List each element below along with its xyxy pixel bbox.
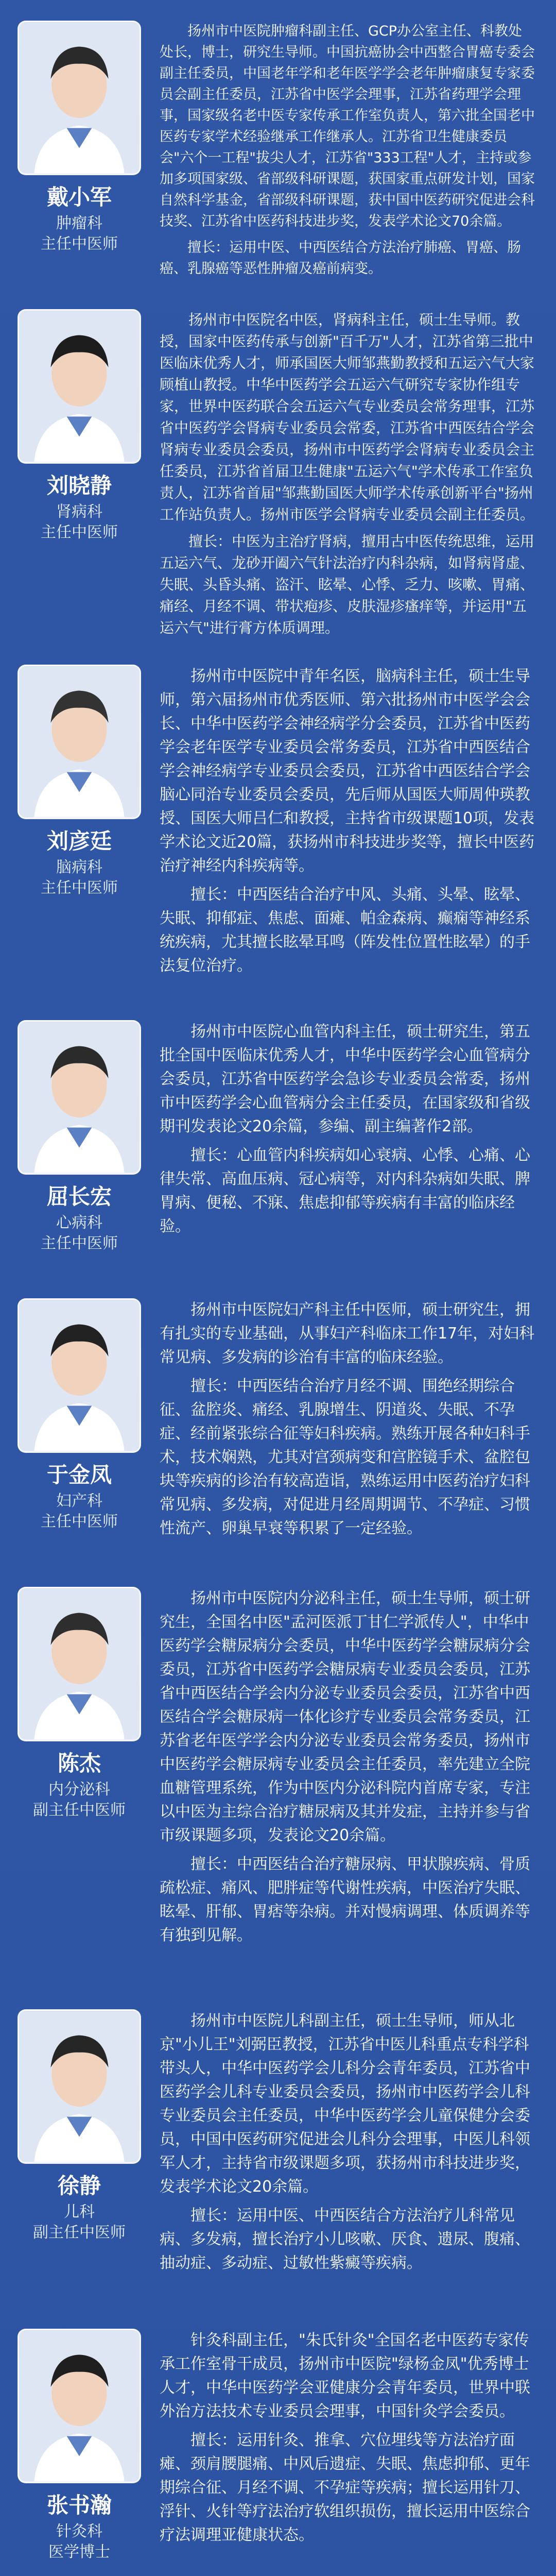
doctor-specialty: 擅长：中西医结合治疗糖尿病、甲状腺疾病、骨质疏松症、痛风、肥胖症等代谢性疾病，中医治疗失眠、眩晕、肝郁、胃痞等杂病。并对慢病调理、体质调养等有独到见解。 [160, 1855, 530, 1944]
doctor-intro: 扬州市中医院名中医，肾病科主任，硕士生导师。教授，国家中医药传承与创新"百千万"人才，江苏省第三批中医临床优秀人才，师承国医大师邹燕勤教授和五运六气大家顾植山教授。中华中医药学会五运六气研究专家协作组专家，世界中医药联合会五运六气专业委员会常务理事，江苏省中医药学会肾病专业委员会常委，江苏省中西医结合学会肾病专业委员会委员，扬州市中医药学会肾病专业委员会主任委员，江苏省首届卫生健康"五运六气"学术传承工作室负责人，江苏省首届"邹燕勤国医大师学术传承创新平台"扬州工作站负责人。扬州市医学会肾病专业委员会副主任委员。 [160, 311, 535, 523]
doctor-title: 主任中医师 [41, 1234, 118, 1252]
doctor-specialty: 擅长：中医为主治疗肾病，擅用古中医传统思维，运用五运六气、龙砂开阖六气针法治疗内科杂病，如肾病肾虚、失眠、头昏头痛、盗汗、眩晕、心悸、乏力、咳嗽、胃痛、痛经、月经不调、带状疱疹、皮肤湿疹瘙痒等，并运用"五运六气"进行膏方体质调理。 [160, 533, 535, 636]
doctor-title: 主任中医师 [41, 1513, 118, 1531]
doctor-bio [160, 665, 535, 978]
doctor-department: 妇产科 [56, 1492, 102, 1510]
doctor-intro: 扬州市中医院中青年名医，脑病科主任，硕士生导师，第六届扬州市优秀医师、第六批扬州市中医学会会长、中华中医药学会神经病学分会委员，江苏省中医药学会老年医学专业委员会常务委员，江苏省中西医结合学会神经病学专业委员会委员，江苏省中西医结合学会脑心同治专业委员会委员，先后师从国医大师周仲瑛教授、国医大师吕仁和教授，主持省市级课题10项，发表学术论文近20篇，获扬州市科技进步奖等，擅长中医药治疗神经内科疾病等。 [160, 667, 535, 875]
doctor-photo [18, 1298, 141, 1453]
doctor-intro: 扬州市中医院肿瘤科副主任、GCP办公室主任、科教处处长，博士，研究生导师。中国抗癌协会中西整合胃癌专委会副主任委员，中国老年学和老年医学学会老年肿瘤康复专家委员会副主任委员，江苏省中医学会理事，江苏省药理学会理事，国家级名老中医专家传承工作室负责人，第六批全国老中医药专家学术经验继承工作继承人。江苏省卫生健康委员会"六个一工程"拔尖人才，江苏省"333工程"人才，主持或参加多项国家级、省部级科研课题，获国家重点研发计划，国家自然科学基金，省部级科研课题，获中国中医药研究促进会科技奖、江苏省中医药科技进步奖，发表学术论文70余篇。 [160, 23, 535, 229]
doctor-identity [18, 2009, 141, 2243]
doctor-specialty: 擅长：运用中医、中西医结合方法治疗儿科常见病、多发病，擅长治疗小儿咳嗽、厌食、遗尿、腹痛、抽动症、多动症、过敏性紫癜等疾病。 [160, 2207, 530, 2272]
doctor-card [0, 665, 556, 1020]
doctor-department: 肾病科 [56, 503, 102, 521]
doctor-card [0, 2009, 556, 2329]
doctor-photo [18, 2009, 141, 2164]
doctor-title: 主任中医师 [41, 235, 118, 253]
doctor-name: 陈杰 [57, 1751, 101, 1776]
doctor-bio [160, 21, 535, 279]
doctor-name: 于金凤 [46, 1462, 112, 1487]
doctor-specialty: 擅长：运用中医、中西医结合方法治疗肺癌、胃癌、肠癌、乳腺癌等恶性肿瘤及癌前病变。 [160, 240, 521, 277]
doctor-photo [18, 1587, 141, 1741]
doctor-title: 主任中医师 [41, 523, 118, 541]
doctor-title: 医学博士 [48, 2543, 110, 2561]
doctor-title: 副主任中医师 [33, 2224, 126, 2242]
doctor-bio [160, 2329, 535, 2547]
doctor-name: 戴小军 [46, 184, 112, 210]
doctor-identity [18, 665, 141, 899]
doctor-name: 张书瀚 [46, 2493, 112, 2518]
doctor-intro: 扬州市中医院儿科副主任，硕士生导师，师从北京"小儿王"刘弼臣教授，江苏省中医儿科重点专科学科带头人，中华中医药学会儿科分会青年委员，江苏省中医药学会儿科专业委员会委员，扬州市中医药学会儿科专业委员会主任委员，中华中医药学会儿童保健分会委员，中国中医药研究促进会儿科分会理事，中医儿科领军人才，主持省市级课题多项，获扬州市科技进步奖，发表学术论文20余篇。 [160, 2012, 530, 2196]
doctor-title: 主任中医师 [41, 879, 118, 897]
doctor-identity [18, 1020, 141, 1254]
doctor-card [0, 2329, 556, 2576]
doctor-card [0, 309, 556, 665]
doctor-photo [18, 21, 141, 175]
doctor-card [0, 1298, 556, 1587]
doctor-bio [160, 309, 535, 639]
doctor-photo [18, 309, 141, 464]
doctor-card [0, 1587, 556, 2009]
doctor-bio [160, 1020, 535, 1239]
doctor-name: 刘彦廷 [46, 828, 112, 854]
doctor-identity [18, 2329, 141, 2563]
doctor-card [0, 21, 556, 307]
doctor-photo [18, 1020, 141, 1175]
doctor-intro: 扬州市中医院妇产科主任中医师，硕士研究生，拥有扎实的专业基础，从事妇产科临床工作17年，对妇科常见病、多发病的诊治有丰富的临床经验。 [160, 1301, 535, 1366]
doctor-name: 徐静 [57, 2173, 101, 2198]
doctor-department: 肿瘤科 [56, 214, 102, 232]
doctor-intro: 扬州市中医院心血管内科主任，硕士研究生，第五批全国中医临床优秀人才，中华中医药学会心血管病分会委员，江苏省中医药学会急诊专业委员会常委，扬州市中医药学会心血管病分会主任委员，在国家级和省级期刊发表论文20余篇，参编、副主编著作2部。 [160, 1023, 530, 1136]
doctor-specialty: 擅长：运用针灸、推拿、穴位埋线等方法治疗面瘫、颈肩腰腿痛、中风后遗症、失眠、焦虑抑郁、更年期综合征、月经不调、不孕症等疾病；擅长运用针刀、浮针、火针等疗法治疗软组织损伤，擅长运用中医综合疗法调理亚健康状态。 [160, 2431, 530, 2544]
doctor-bio [160, 1298, 535, 1540]
doctor-identity [18, 309, 141, 543]
doctor-title: 副主任中医师 [33, 1801, 126, 1819]
doctor-department: 儿科 [64, 2203, 95, 2221]
doctor-name: 屈长宏 [46, 1184, 112, 1209]
doctor-specialty: 擅长：心血管内科疾病如心衰病、心悸、心痛、心律失常、高血压病、冠心病等，对内科杂病如失眠、脾胃病、便秘、不寐、焦虑抑郁等疾病有丰富的临床经验。 [160, 1146, 530, 1235]
doctor-card [0, 1020, 556, 1298]
doctor-identity [18, 1587, 141, 1821]
doctor-intro: 针灸科副主任，"朱氏针灸"全国名老中医药专家传承工作室骨干成员，扬州市中医院"绿杨金凤"优秀博士人才，中华中医药学会亚健康分会青年委员，世界中联外治方法技术专业委员会理事，中国针灸学会委员。 [160, 2331, 530, 2420]
doctor-specialty: 擅长：中西医结合治疗月经不调、围绝经期综合征、盆腔炎、痛经、乳腺增生、阴道炎、失眠、不孕症、经前紧张综合征等妇科疾病。熟练开展各种妇科手术，技术娴熟，尤其对宫颈病变和宫腔镜手术、盆腔包块等疾病的诊治有较高造诣，熟练运用中医药治疗妇科常见病、多发病，对促进月经周期调节、不孕症、习惯性流产、卵巢早衰等积累了一定经验。 [160, 1377, 530, 1537]
doctor-bio [160, 1587, 535, 1947]
doctor-intro: 扬州市中医院内分泌科主任，硕士生导师，硕士研究生，全国名中医"孟河医派丁甘仁学派传人"，中华中医药学会糖尿病分会委员，中华中医药学会糖尿病分会委员，江苏省中医药学会糖尿病专业委员会委员，江苏省中西医结合学会内分泌专业委员会委员，江苏省中西医结合学会糖尿病一体化诊疗专业委员会常务委员，江苏省老年医学学会内分泌专业委员会常务委员，扬州市中医药学会糖尿病专业委员会主任委员，率先建立全院血糖管理系统，作为中医内分泌科院内首席专家，专注以中医为主综合治疗糖尿病及其并发症，主持并参与省市级课题多项，发表论文20余篇。 [160, 1589, 530, 1844]
doctor-identity [18, 21, 141, 255]
doctor-department: 针灸科 [56, 2522, 102, 2540]
doctor-bio [160, 2009, 535, 2275]
doctor-specialty: 擅长：中西医结合治疗中风、头痛、头晕、眩晕、失眠、抑郁症、焦虑、面瘫、帕金森病、癫痫等神经系统疾病，尤其擅长眩晕耳鸣（阵发性位置性眩晕）的手法复位治疗。 [160, 886, 530, 975]
doctor-photo [18, 665, 141, 819]
doctor-department: 内分泌科 [48, 1781, 110, 1799]
doctor-department: 心病科 [56, 1214, 102, 1232]
doctor-photo [18, 2329, 141, 2483]
doctor-name: 刘晓静 [46, 473, 112, 498]
doctor-department: 脑病科 [56, 858, 102, 876]
doctor-identity [18, 1298, 141, 1532]
